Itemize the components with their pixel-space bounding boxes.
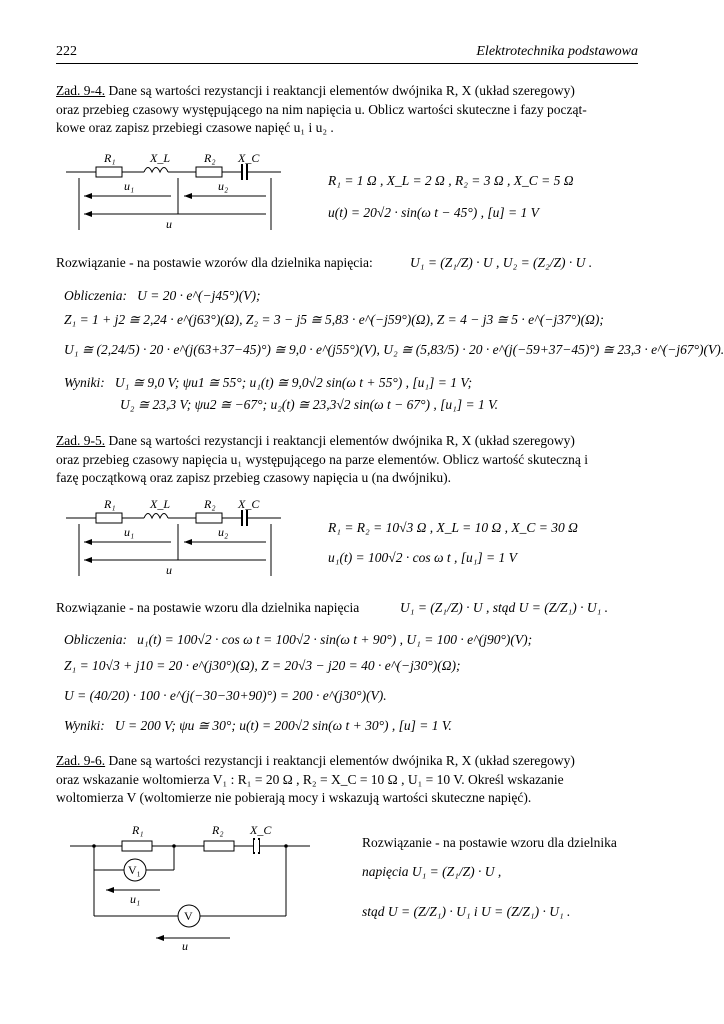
z96-solution-line2: napięcia U₁ = (Z₁/Z) · U , — [362, 864, 502, 879]
z94-results-block — [64, 375, 472, 391]
z96-task-line2: oraz wskazanie woltomierza V₁ : R₁ = 20 Ω , R₂ = X_C = 10 Ω , U₁ = 10 V. Określ wskazanie — [56, 771, 564, 787]
z96-voltmeter-v1-label: V₁ — [128, 863, 141, 877]
z95-task-line1: Dane są wartości rezystancji i reaktancji elementów dwójnika R, X (układ szeregowy) — [105, 433, 575, 448]
z96-task-line1: Dane są wartości rezystancji i reaktancji elementów dwójnika R, X (układ szeregowy) — [105, 753, 575, 768]
z94-task-line3: kowe oraz zapisz przebiegi czasowe napięć u₁ i u₂ . — [56, 120, 334, 135]
z95-circuit-label-r2: R₂ — [204, 497, 216, 511]
z95-task-line3: fazę początkową oraz zapisz przebieg czasowy napięcia u (na dwójniku). — [56, 470, 452, 485]
z94-task-line1: Dane są wartości rezystancji i reaktancji elementów dwójnika R, X (układ szeregowy) — [105, 83, 575, 98]
z94-calc-label: Obliczenia: — [64, 288, 127, 303]
page-number: 222 — [56, 44, 77, 59]
z95-results-label: Wyniki: — [64, 718, 105, 733]
z95-given-voltage: u₁(t) = 100√2 · cos ω t , [u₁] = 1 V — [328, 550, 517, 565]
z96-label: Zad. 9-6. — [56, 753, 106, 768]
z96-task — [56, 752, 638, 808]
z95-calc-block — [64, 632, 532, 648]
z94-results-label: Wyniki: — [64, 375, 105, 390]
z95-label: Zad. 9-5. — [56, 433, 106, 448]
z94-task — [56, 82, 638, 138]
z94-label: Zad. 9-4. — [56, 83, 106, 98]
z94-result-line2: U₂ ≅ 23,3 V; ψu2 ≅ −67°; u₂(t) ≅ 23,3√2 sin(ω t − 67°) , [u₁] = 1 V. — [120, 397, 498, 412]
z94-task-line2: oraz przebieg czasowy występującego na nim napięcia u. Oblicz wartości skuteczne i fazy począt- — [56, 101, 587, 117]
z94-given-values: R₁ = 1 Ω , X_L = 2 Ω , R₂ = 3 Ω , X_C = 5 Ω — [328, 173, 574, 188]
z94-calc-block — [64, 288, 261, 304]
z94-circuit-label-u2: u₂ — [218, 179, 229, 193]
z96-solution-line3: stąd U = (Z/Z₁) · U₁ i U = (Z/Z₁) · U₁ . — [362, 904, 571, 919]
z96-solution-line1: Rozwiązanie - na postawie wzoru dla dzielnika — [362, 835, 617, 850]
z94-circuit-label-xc: X_C — [238, 151, 260, 165]
z95-circuit-label-xc: X_C — [238, 497, 260, 511]
z95-calc-line1: u₁(t) = 100√2 · cos ω t = 100√2 · sin(ω t + 90°) , U₁ = 100 · e^(j90°)(V); — [137, 632, 533, 647]
z94-solution-formulas: U₁ = (Z₁/Z) · U , U₂ = (Z₂/Z) · U . — [410, 255, 593, 270]
z95-circuit-label-r1: R₁ — [104, 497, 116, 511]
z94-result-line1: U₁ ≅ 9,0 V; ψu1 ≅ 55°; u₁(t) ≅ 9,0√2 sin(ω t + 55°) , [u₁] = 1 V; — [114, 375, 473, 390]
z94-circuit-label-u: u — [166, 217, 172, 231]
z95-circuit-label-xl: X_L — [150, 497, 171, 511]
z94-circuit-label-r1: R₁ — [104, 151, 116, 165]
z95-circuit-label-u: u — [166, 563, 172, 577]
z94-given-voltage: u(t) = 20√2 · sin(ω t − 45°) , [u] = 1 V — [328, 205, 539, 220]
z94-circuit-label-u1: u₁ — [124, 179, 135, 193]
z94-circuit-diagram — [66, 150, 286, 240]
z96-circuit-label-u1: u₁ — [130, 892, 141, 906]
z95-circuit-label-u1: u₁ — [124, 525, 135, 539]
z96-circuit-label-r2: R₂ — [212, 823, 224, 837]
header-rule — [56, 63, 638, 64]
z94-calc-line1: U = 20 · e^(−j45°)(V); — [137, 288, 261, 303]
z96-task-line3: woltomierza V (woltomierze nie pobierają mocy i wskazują wartości skuteczne napięć). — [56, 790, 532, 805]
z95-result-line1: U = 200 V; ψu ≅ 30°; u(t) = 200√2 sin(ω t + 30°) , [u] = 1 V. — [114, 718, 452, 733]
z96-voltmeter-v-label: V — [184, 909, 193, 923]
z95-results-block — [64, 718, 452, 734]
z94-circuit-label-r2: R₂ — [204, 151, 216, 165]
z94-calc-line2: Z₁ = 1 + j2 ≅ 2,24 · e^(j63°)(Ω), Z₂ = 3 − j5 ≅ 5,83 · e^(−j59°)(Ω), Z = 4 − j3 ≅ 5 · e^(−j37°)(Ω); — [64, 312, 604, 327]
z95-calc-label: Obliczenia: — [64, 632, 127, 647]
z95-given-values: R₁ = R₂ = 10√3 Ω , X_L = 10 Ω , X_C = 30 Ω — [328, 520, 578, 535]
z96-circuit-label-r1: R₁ — [132, 823, 144, 837]
z95-task-line2: oraz przebieg czasowy napięcia u₁ występującego na parze elementów. Oblicz wartość skuteczną i — [56, 451, 588, 467]
z94-solution-intro: Rozwiązanie - na postawie wzorów dla dzielnika napięcia: — [56, 255, 373, 270]
z96-circuit-label-u: u — [182, 939, 188, 950]
z95-calc-line3: U = (40/20) · 100 · e^(j(−30−30+90)°) = 200 · e^(j30°)(V). — [64, 688, 387, 703]
z96-circuit-diagram — [70, 820, 330, 950]
z96-circuit-label-xc: X_C — [250, 823, 272, 837]
z94-calc-line3: U₁ ≅ (2,24/5) · 20 · e^(j(63+37−45)°) ≅ 9,0 · e^(j55°)(V), U₂ ≅ (5,83/5) · 20 · e^(j(−59+37−45)°) ≅ 23,3 · e^(−j67°)(V). — [64, 342, 724, 357]
running-title: Elektrotechnika podstawowa — [476, 44, 638, 59]
z95-solution-formulas: U₁ = (Z₁/Z) · U , stąd U = (Z/Z₁) · U₁ . — [400, 600, 609, 615]
z95-circuit-label-u2: u₂ — [218, 525, 229, 539]
z95-solution-intro: Rozwiązanie - na postawie wzoru dla dzielnika napięcia — [56, 600, 360, 615]
z95-circuit-diagram — [66, 496, 286, 586]
z95-task — [56, 432, 638, 488]
z94-circuit-label-xl: X_L — [150, 151, 171, 165]
z95-calc-line2: Z₁ = 10√3 + j10 = 20 · e^(j30°)(Ω), Z = 20√3 − j20 = 40 · e^(−j30°)(Ω); — [64, 658, 461, 673]
